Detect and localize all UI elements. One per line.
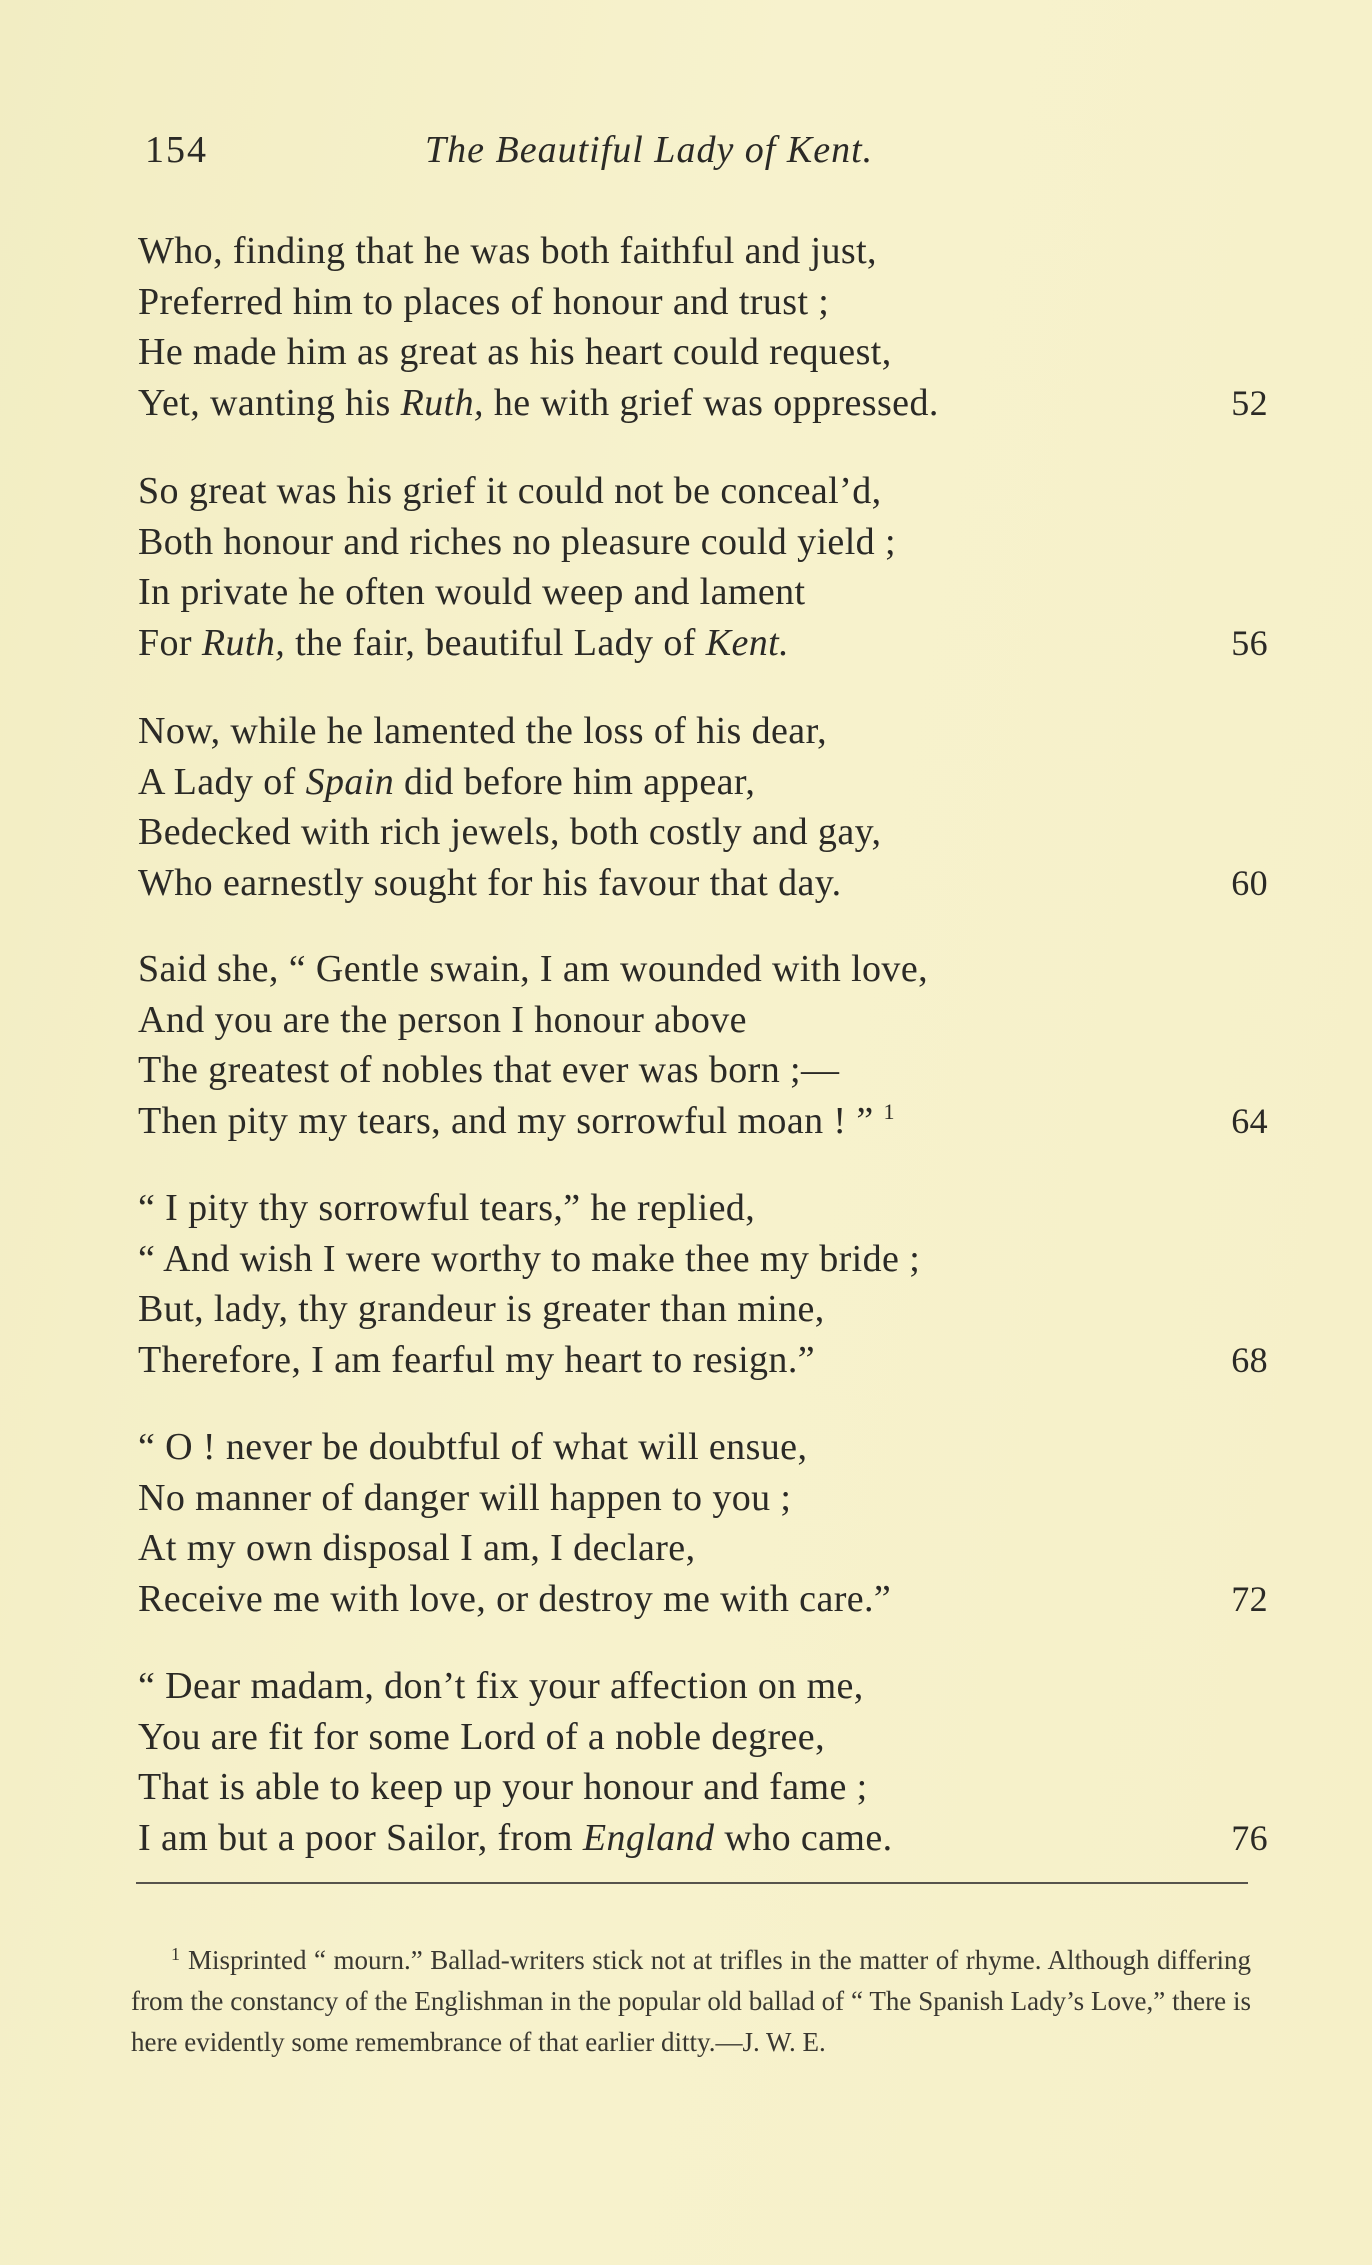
stanza: [138, 1422, 1268, 1624]
verse-line: And you are the person I honour above: [138, 998, 747, 1041]
verse-line: “ O ! never be doubtful of what will ensue,: [138, 1426, 808, 1468]
verse-line: Preferred him to places of honour and trust ;: [138, 280, 830, 323]
footnote: [131, 1940, 1251, 2063]
line-number: 68: [1231, 1339, 1268, 1380]
verse-line: Now, while he lamented the loss of his dear,: [138, 710, 828, 752]
verse-line: But, lady, thy grandeur is greater than mine,: [138, 1288, 825, 1330]
stanza: [138, 706, 1268, 908]
running-title: The Beautiful Lady of Kent.: [425, 129, 874, 171]
verse-line: “ Dear madam, don’t fix your affection on me,: [138, 1665, 864, 1707]
line-number: 52: [1231, 382, 1268, 423]
footnote-divider: [136, 1882, 1248, 1884]
verse-line: At my own disposal I am, I declare,: [138, 1527, 696, 1569]
footnote-text: Misprinted “ mourn.” Ballad-writers stick not at trifles in the matter of rhyme. Although differing from the constancy of the Englishman in the popular old ballad of “ The Spanish Lady’s Love,” there is here evidently some remembrance of that earlier ditty.—J. W. E.: [131, 1945, 1251, 2057]
stanza: [138, 1661, 1268, 1863]
stanza: [138, 226, 1268, 428]
verse-line: So great was his grief it could not be conceal’d,: [138, 470, 882, 512]
line-number: 76: [1231, 1817, 1268, 1858]
page-header: [145, 128, 1005, 188]
verse-line: That is able to keep up your honour and fame ;: [138, 1766, 868, 1808]
line-number: 56: [1231, 622, 1268, 663]
line-number: 64: [1231, 1100, 1268, 1141]
verse-line: The greatest of nobles that ever was born ;—: [138, 1049, 840, 1091]
verse-line: “ I pity thy sorrowful tears,” he replied,: [138, 1187, 756, 1229]
line-number: 60: [1231, 862, 1268, 903]
line-number: 72: [1231, 1578, 1268, 1619]
verse-line: Both honour and riches no pleasure could yield ;: [138, 520, 896, 563]
verse-line: Then pity my tears, and my sorrowful moan ! ” $^1$ 64: [138, 1096, 1268, 1147]
footnote-mark: 1: [171, 1944, 180, 1964]
stanza: [138, 944, 1268, 1146]
verse-line: He made him as great as his heart could request,: [138, 331, 892, 373]
stanza: [138, 466, 1268, 668]
verse-line: Receive me with love, or destroy me with care.” 72: [138, 1574, 1268, 1625]
verse-line: Who earnestly sought for his favour that day. 60: [138, 858, 1268, 909]
verse-line: Bedecked with rich jewels, both costly and gay,: [138, 811, 882, 853]
verse-line: In private he often would weep and lament: [138, 571, 806, 613]
verse-line: You are fit for some Lord of a noble degree,: [138, 1715, 825, 1758]
verse-line: Therefore, I am fearful my heart to resign.” 68: [138, 1335, 1268, 1386]
verse-line: I am but a poor Sailor, from England who came. 76: [138, 1813, 1268, 1864]
verse-line: For Ruth, the fair, beautiful Lady of Kent. 56: [138, 618, 1268, 669]
stanza: [138, 1183, 1268, 1385]
verse-line: Who, finding that he was both faithful and just,: [138, 230, 877, 272]
verse-line: No manner of danger will happen to you ;: [138, 1476, 792, 1519]
verse-line: Yet, wanting his Ruth, he with grief was oppressed. 52: [138, 378, 1268, 429]
verse-line: “ And wish I were worthy to make thee my bride ;: [138, 1237, 921, 1280]
page-number: 154: [145, 129, 208, 171]
verse-line: Said she, “ Gentle swain, I am wounded with love,: [138, 948, 928, 990]
verse-line: A Lady of Spain did before him appear,: [138, 760, 756, 803]
footnote-reference[interactable]: 1: [883, 1098, 895, 1124]
